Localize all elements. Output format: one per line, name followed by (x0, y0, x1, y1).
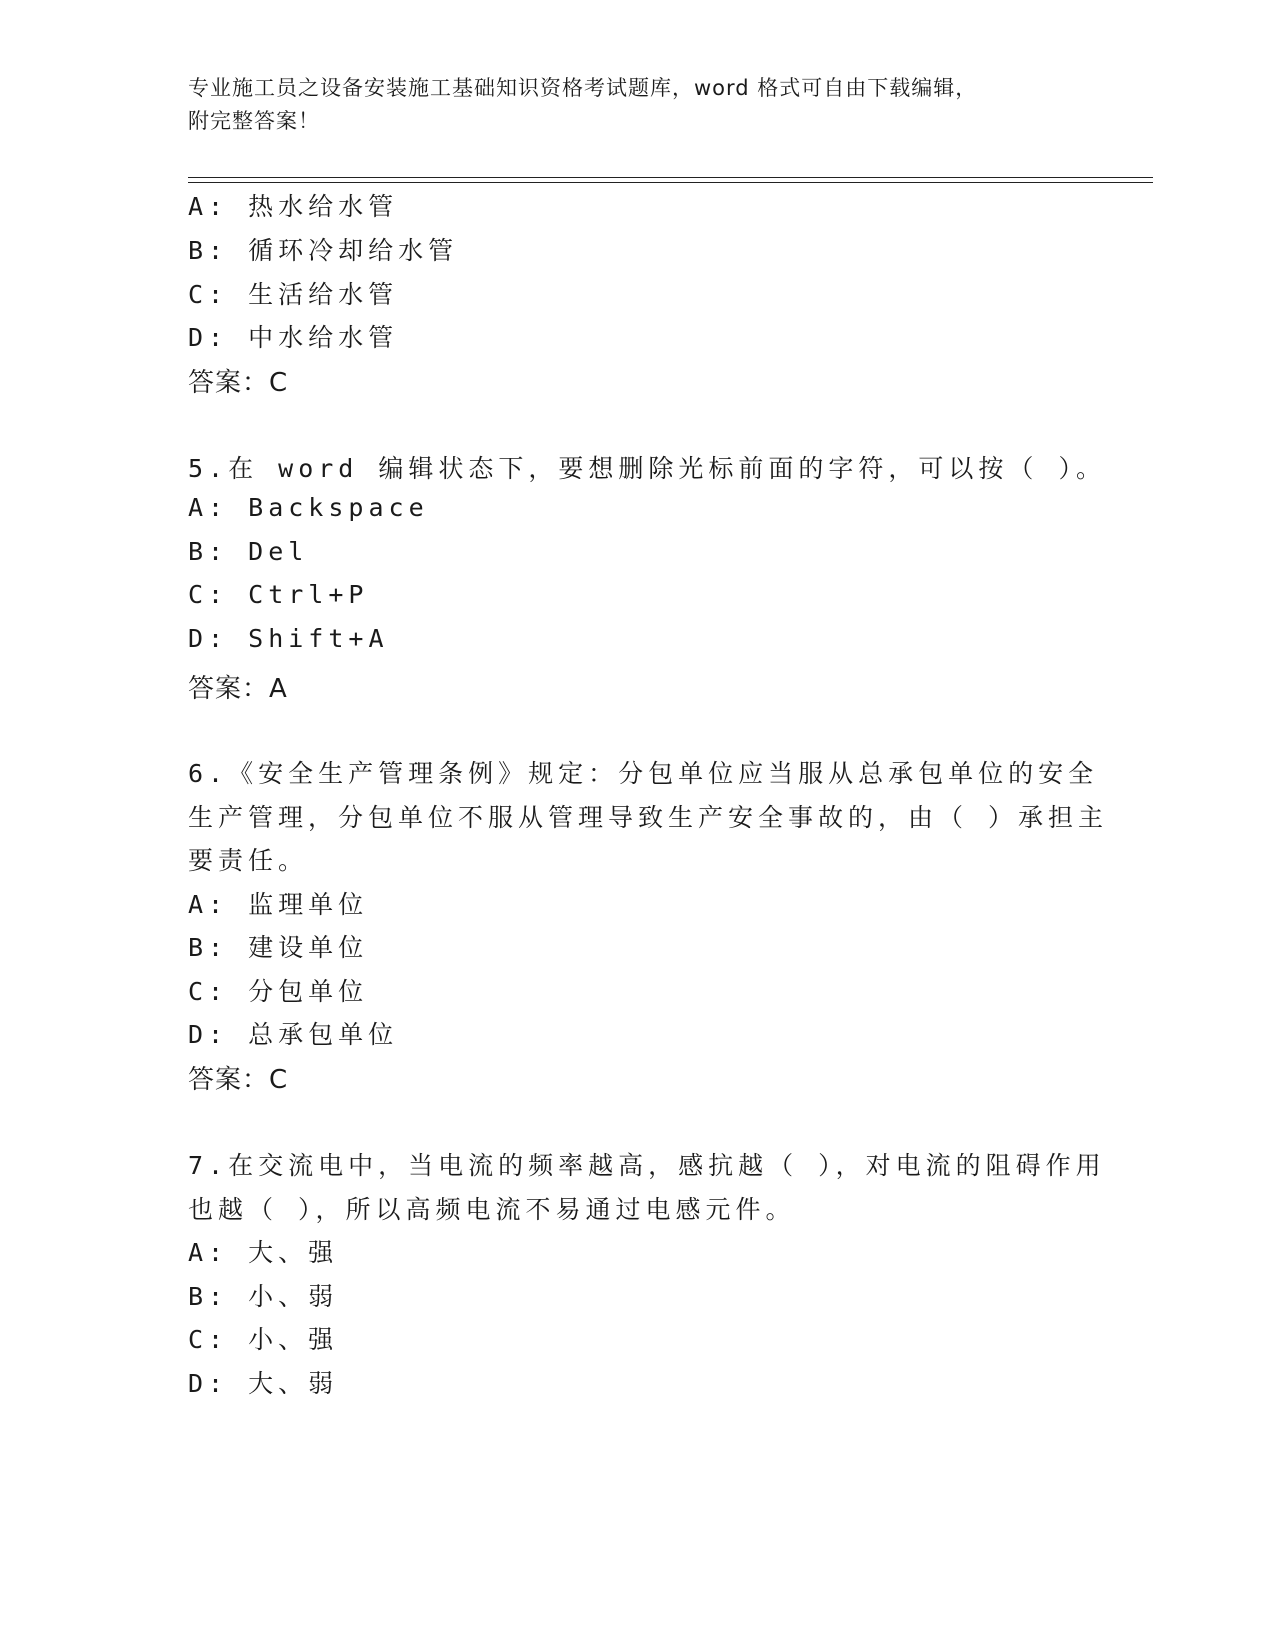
question-6-line-1: 6.《安全生产管理条例》规定：分包单位应当服从总承包单位的安全 (188, 759, 1099, 788)
document-header (188, 72, 1068, 138)
option-a: A: Backspace (188, 493, 429, 522)
option-d: D: 总承包单位 (188, 1020, 399, 1049)
answer: 答案：C (188, 368, 289, 398)
question-7-line-2: 也越（ ），所以高频电流不易通过电感元件。 (188, 1195, 796, 1224)
option-a: A: 监理单位 (188, 890, 369, 919)
question-7-line-1: 7.在交流电中，当电流的频率越高，感抗越（ ），对电流的阻碍作用 (188, 1151, 1106, 1180)
option-b: B: 循环冷却给水管 (188, 236, 459, 265)
header-rule-bottom (188, 182, 1153, 183)
option-c: C: Ctrl+P (188, 580, 369, 609)
option-c: C: 小、强 (188, 1325, 339, 1354)
header-rule-top (188, 177, 1153, 178)
question-6-line-2: 生产管理，分包单位不服从管理导致生产安全事故的，由（ ）承担主 (188, 803, 1109, 832)
option-c: C: 分包单位 (188, 977, 369, 1006)
header-line-2: 附完整答案！ (188, 109, 320, 133)
option-a: A: 热水给水管 (188, 192, 399, 221)
answer: 答案：C (188, 1065, 289, 1095)
question-6-line-3: 要责任。 (188, 846, 309, 875)
question-5-line-1: 5.在 word 编辑状态下，要想删除光标前面的字符，可以按（ ）。 (188, 454, 1106, 483)
option-b: B: 小、弱 (188, 1282, 339, 1311)
option-d: D: Shift+A (188, 624, 389, 653)
header-line-1: 专业施工员之设备安装施工基础知识资格考试题库，word 格式可自由下载编辑， (188, 76, 978, 100)
option-b: B: 建设单位 (188, 933, 369, 962)
answer: 答案：A (188, 674, 288, 704)
option-c: C: 生活给水管 (188, 280, 399, 309)
option-a: A: 大、强 (188, 1238, 339, 1267)
option-d: D: 中水给水管 (188, 323, 399, 352)
option-b: B: Del (188, 537, 309, 566)
option-d: D: 大、弱 (188, 1369, 339, 1398)
